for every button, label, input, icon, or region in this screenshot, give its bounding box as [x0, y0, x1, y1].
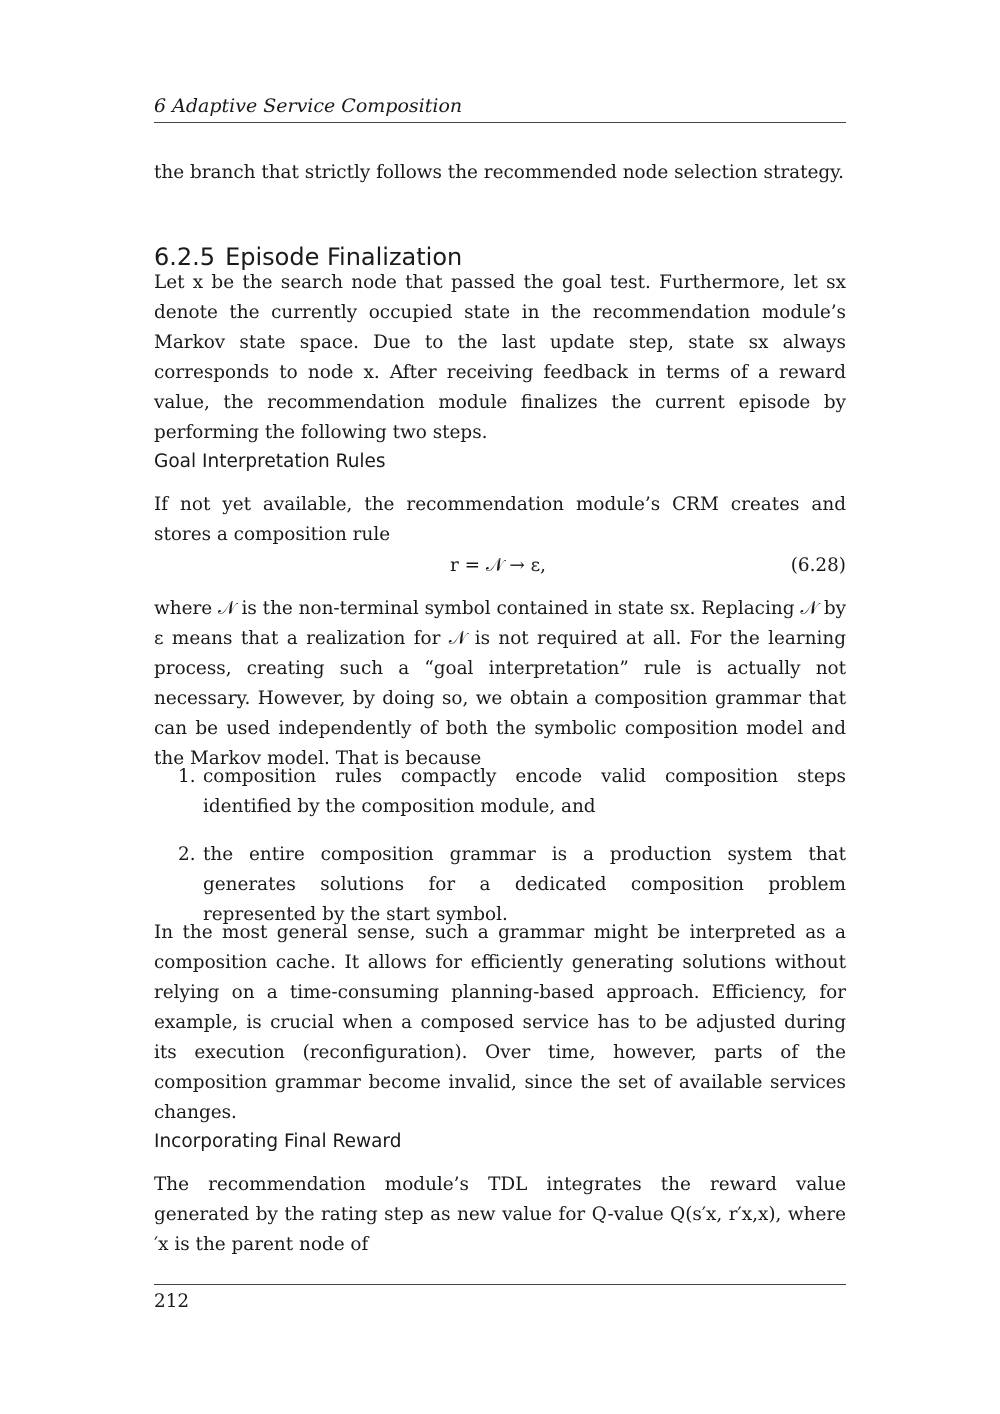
subsection-heading-final-reward: Incorporating Final Reward [154, 1131, 402, 1152]
equation [154, 551, 846, 581]
footer-divider [154, 1284, 846, 1285]
equation-body: r = 𝒩 → ε, [450, 555, 546, 576]
subsection-heading-goal-interpretation: Goal Interpretation Rules [154, 451, 386, 472]
running-header: 6 Adaptive Service Composition [154, 94, 846, 123]
paragraph-tdl: The recommendation module’s TDL integrates the reward value generated by the rating step as new value for Q-value Q(s′x, r′x,x), where ′x is the parent node of [154, 1174, 846, 1255]
section-title: Episode Finalization [225, 242, 463, 271]
list-item [154, 840, 846, 930]
paragraph-crm: If not yet available, the recommendation module’s CRM creates and stores a composition rule [154, 494, 846, 545]
paragraph-intro: Let x be the search node that passed the goal test. Furthermore, let sx denote the currently occupied state in the recommendation module’s Markov state space. Due to the last update step, state sx always corresponds to node x. After receiving feedback in terms of a reward value, the recommendation module finalizes the current episode by performing the following two steps. [154, 272, 846, 443]
list-item-text: composition rules compactly encode valid composition steps identified by the composition module, and [203, 766, 846, 817]
lead-paragraph: the branch that strictly follows the recommended node selection strategy. [154, 162, 844, 183]
equation-number: (6.28) [790, 555, 846, 576]
list-marker: 1. [178, 766, 196, 787]
list-marker: 2. [178, 844, 196, 865]
list-item-text: the entire composition grammar is a production system that generates solutions for a dedicated composition problem represented by the start symbol. [203, 844, 846, 925]
section-number: 6.2.5 [154, 242, 216, 271]
list-item [154, 762, 846, 822]
paragraph-grammar-cache: In the most general sense, such a grammar might be interpreted as a composition cache. It allows for efficiently generating solutions without relying on a time-consuming planning-based approach. Efficiency, for example, is crucial when a composed service has to be adjusted during its execution (reconfiguration). Over time, however, parts of the composition grammar become invalid, since the set of available services changes. [154, 922, 846, 1123]
paragraph-nonterminal: where 𝒩 is the non-terminal symbol contained in state sx. Replacing 𝒩 by ε means that a realization for 𝒩 is not required at all. For the learning process, creating such a “goal interpretation” rule is actually not necessary. However, by doing so, we obtain a composition grammar that can be used independently of both the symbolic composition model and the Markov model. That is because [154, 598, 846, 769]
page-number: 212 [154, 1291, 190, 1312]
